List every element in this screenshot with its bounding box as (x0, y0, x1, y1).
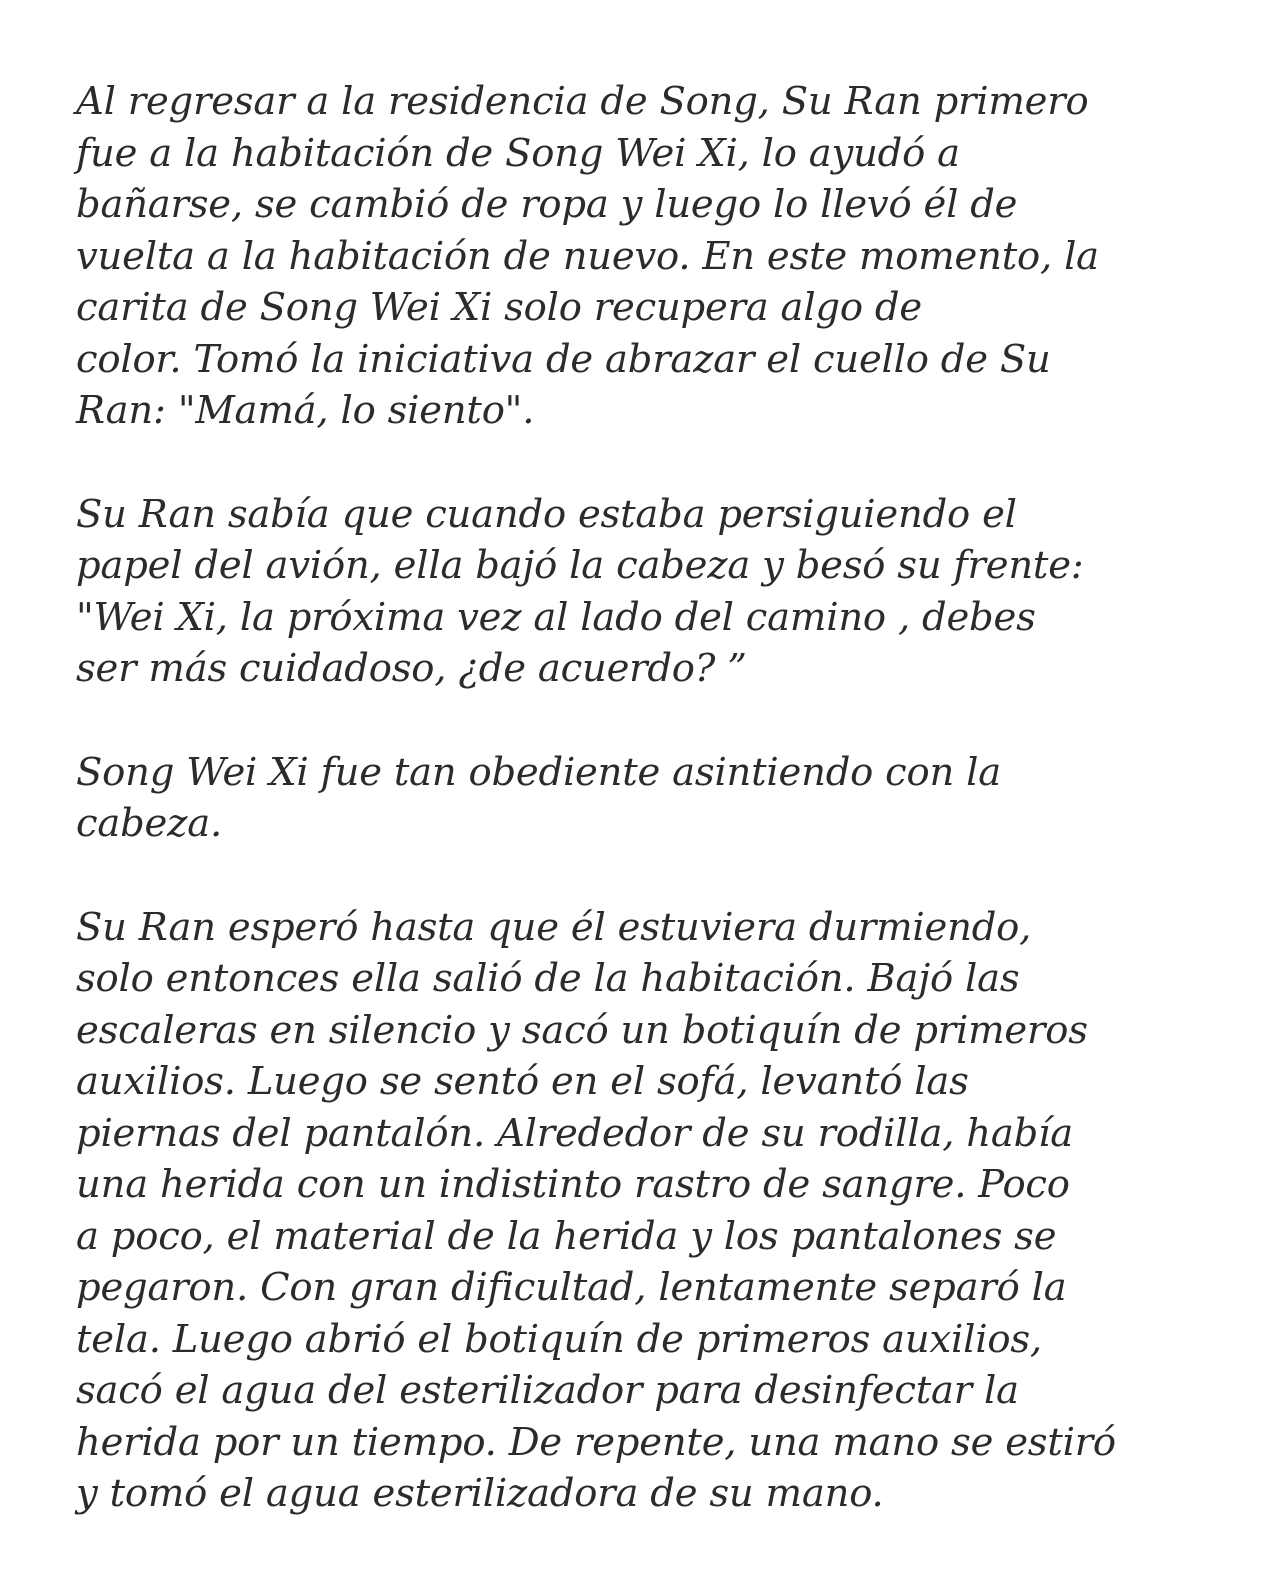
text-line: vuelta a la habitación de nuevo. En este momento, la (76, 233, 1099, 279)
text-line: herida por un tiempo. De repente, una mano se estiró (76, 1419, 1116, 1465)
text-line: Su Ran esperó hasta que él estuviera durmiendo, (76, 904, 1032, 950)
text-line: Song Wei Xi fue tan obediente asintiendo con la (76, 749, 1002, 795)
text-line: Ran: "Mamá, lo siento". (76, 388, 535, 433)
text-line: solo entonces ella salió de la habitación. Bajó las (76, 956, 1020, 1001)
text-line: pegaron. Con gran dificultad, lentamente separó la (76, 1265, 1067, 1310)
paragraph-1 (76, 76, 1216, 437)
text-line: ser más cuidadoso, ¿de acuerdo? ” (76, 646, 747, 691)
text-line: bañarse, se cambió de ropa y luego lo llevó él de (76, 182, 1018, 227)
text-line: fue a la habitación de Song Wei Xi, lo ayudó a (76, 130, 960, 176)
text-line: auxilios. Luego se sentó en el sofá, levantó las (76, 1059, 969, 1104)
text-line: a poco, el material de la herida y los pantalones se (76, 1213, 1057, 1259)
text-line: tela. Luego abrió el botiquín de primeros auxilios, (76, 1316, 1042, 1362)
text-line: sacó el agua del esterilizador para desinfectar la (76, 1368, 1019, 1413)
document-page (76, 76, 1216, 1572)
text-line: color. Tomó la iniciativa de abrazar el cuello de Su (76, 336, 1051, 382)
paragraph-3 (76, 747, 1216, 850)
text-line: papel del avión, ella bajó la cabeza y besó su frente: (76, 543, 1084, 588)
text-line: Al regresar a la residencia de Song, Su Ran primero (76, 79, 1089, 124)
text-line: escaleras en silencio y sacó un botiquín de primeros (76, 1007, 1088, 1053)
paragraph-2 (76, 489, 1216, 695)
text-line: Su Ran sabía que cuando estaba persiguiendo el (76, 491, 1017, 537)
text-line: una herida con un indistinto rastro de sangre. Poco (76, 1162, 1070, 1207)
text-line: "Wei Xi, la próxima vez al lado del camino , debes (76, 594, 1036, 640)
text-line: y tomó el agua esterilizadora de su mano. (76, 1471, 884, 1516)
text-line: piernas del pantalón. Alrededor de su rodilla, había (76, 1110, 1073, 1156)
text-line: carita de Song Wei Xi solo recupera algo de (76, 285, 922, 330)
text-line: cabeza. (76, 801, 223, 846)
paragraph-4 (76, 902, 1216, 1520)
